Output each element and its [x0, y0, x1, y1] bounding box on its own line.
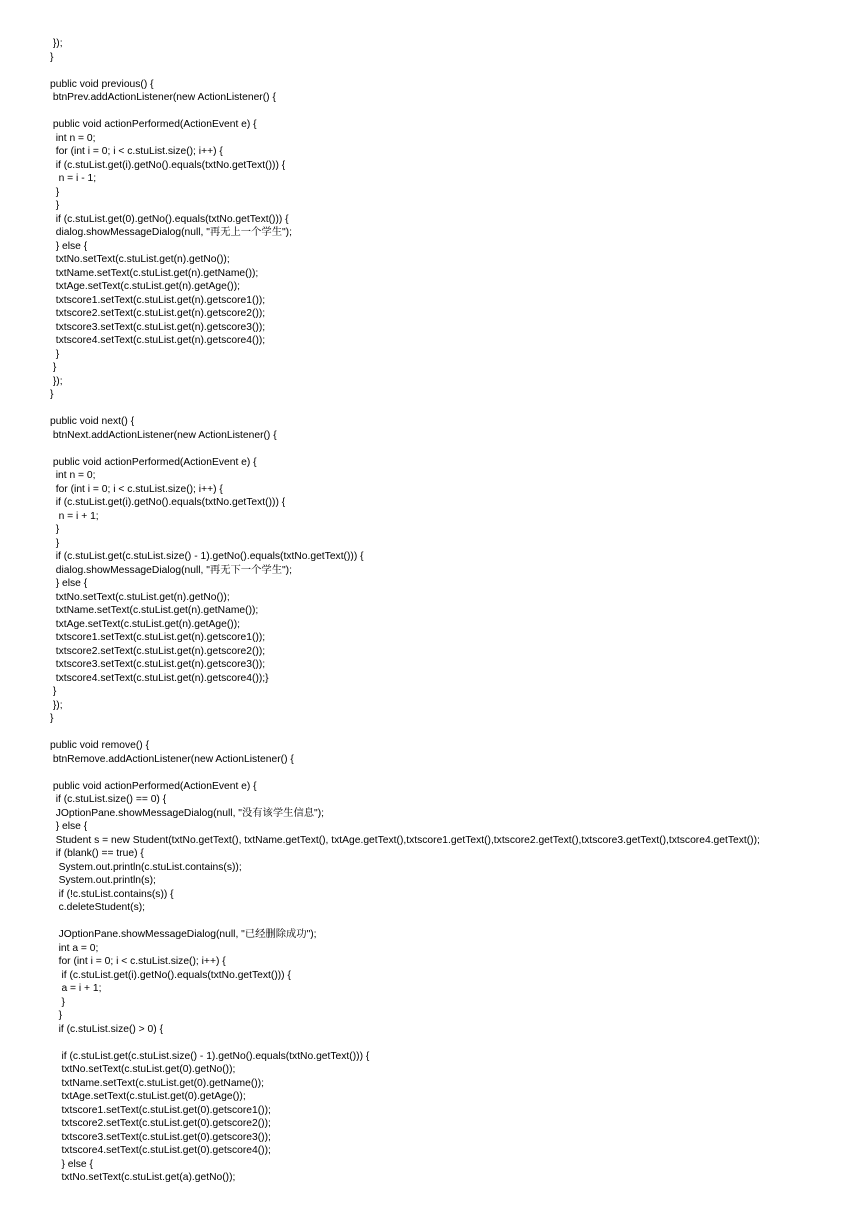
- code-line: JOptionPane.showMessageDialog(null, "没有该学生信息");: [50, 807, 324, 819]
- code-line: });: [50, 38, 63, 49]
- code-line: txtscore3.setText(c.stuList.get(0).getscore3());: [50, 1131, 271, 1143]
- code-line: btnRemove.addActionListener(new ActionListener() {: [50, 753, 294, 765]
- code-line: }: [50, 389, 54, 400]
- code-line: txtNo.setText(c.stuList.get(n).getNo());: [50, 591, 230, 603]
- code-line: txtscore3.setText(c.stuList.get(n).getscore3());: [50, 659, 266, 670]
- code-line: });: [50, 699, 63, 711]
- code-line: [50, 1036, 860, 1050]
- code-document: [50, 37, 860, 1185]
- code-line: if (c.stuList.get(i).getNo().equals(txtNo.getText())) {: [50, 969, 291, 981]
- code-line: [50, 105, 860, 119]
- code-line: }: [50, 348, 60, 360]
- code-line: [50, 64, 860, 78]
- code-line: for (int i = 0; i < c.stuList.size(); i++) {: [50, 956, 226, 967]
- code-line: btnPrev.addActionListener(new ActionListener() {: [50, 92, 276, 103]
- code-line: if (blank() == true) {: [50, 848, 144, 859]
- code-line: if (c.stuList.get(c.stuList.size() - 1).getNo().equals(txtNo.getText())) {: [50, 1050, 370, 1062]
- code-line: public void actionPerformed(ActionEvent e) {: [50, 456, 257, 468]
- code-line: a = i + 1;: [50, 983, 102, 994]
- code-line: } else {: [50, 821, 88, 832]
- code-line: int n = 0;: [50, 470, 96, 481]
- code-line: txtscore4.setText(c.stuList.get(0).getscore4());: [50, 1145, 271, 1156]
- code-line: } else {: [50, 240, 88, 252]
- code-line: public void next() {: [50, 416, 135, 427]
- code-line: for (int i = 0; i < c.stuList.size(); i++) {: [50, 146, 223, 157]
- code-line: });: [50, 375, 63, 387]
- code-line: if (c.stuList.size() == 0) {: [50, 794, 167, 805]
- code-line: txtNo.setText(c.stuList.get(n).getNo());: [50, 254, 230, 265]
- code-line: [50, 766, 860, 780]
- code-line: btnNext.addActionListener(new ActionListener() {: [50, 429, 277, 441]
- code-line: txtAge.setText(c.stuList.get(0).getAge());: [50, 1091, 246, 1102]
- code-line: dialog.showMessageDialog(null, "再无下一个学生");: [50, 564, 292, 576]
- code-line: }: [50, 537, 60, 549]
- code-line: System.out.println(c.stuList.contains(s));: [50, 861, 242, 873]
- code-line: }: [50, 186, 60, 198]
- code-line: txtscore4.setText(c.stuList.get(n).getscore4());}: [50, 672, 269, 684]
- code-line: }: [50, 362, 57, 373]
- code-line: }: [50, 996, 65, 1008]
- code-line: c.deleteStudent(s);: [50, 902, 146, 913]
- code-line: if (c.stuList.get(0).getNo().equals(txtNo.getText())) {: [50, 213, 289, 225]
- code-line: [50, 915, 860, 929]
- code-line: txtAge.setText(c.stuList.get(n).getAge());: [50, 618, 240, 630]
- code-line: }: [50, 713, 54, 724]
- code-line: txtscore3.setText(c.stuList.get(n).getscore3());: [50, 321, 266, 333]
- code-line: JOptionPane.showMessageDialog(null, "已经删除成功");: [50, 929, 317, 940]
- code-line: }: [50, 524, 60, 535]
- code-line: txtName.setText(c.stuList.get(n).getName());: [50, 605, 259, 616]
- code-line: Student s = new Student(txtNo.getText(), txtName.getText(), txtAge.getText(),txtscore1.getText(),txtscore2.getText(),txtscore3.getText(),txtscore4.getText());: [50, 834, 760, 846]
- code-line: } else {: [50, 578, 88, 589]
- code-line: txtscore2.setText(c.stuList.get(n).getscore2());: [50, 308, 266, 319]
- code-line: int n = 0;: [50, 132, 96, 144]
- code-line: dialog.showMessageDialog(null, "再无上一个学生");: [50, 227, 292, 238]
- code-line: if (c.stuList.get(c.stuList.size() - 1).getNo().equals(txtNo.getText())) {: [50, 551, 364, 562]
- code-line: n = i + 1;: [50, 510, 99, 522]
- code-line: txtNo.setText(c.stuList.get(a).getNo());: [50, 1172, 236, 1183]
- code-line: public void actionPerformed(ActionEvent e) {: [50, 119, 257, 130]
- code-line: System.out.println(s);: [50, 875, 156, 886]
- code-line: }: [50, 200, 60, 211]
- code-line: }: [50, 1010, 63, 1021]
- code-line: public void actionPerformed(ActionEvent e) {: [50, 780, 257, 792]
- code-line: txtscore1.setText(c.stuList.get(n).getscore1());: [50, 294, 266, 306]
- code-line: public void previous() {: [50, 78, 154, 90]
- code-line: txtscore2.setText(c.stuList.get(n).getscore2());: [50, 645, 266, 657]
- code-line: txtName.setText(c.stuList.get(n).getName());: [50, 267, 259, 279]
- code-line: txtscore4.setText(c.stuList.get(n).getscore4());: [50, 335, 266, 346]
- code-line: txtscore1.setText(c.stuList.get(n).getscore1());: [50, 632, 266, 643]
- code-line: txtName.setText(c.stuList.get(0).getName());: [50, 1077, 265, 1089]
- code-line: txtAge.setText(c.stuList.get(n).getAge());: [50, 281, 240, 292]
- code-line: [50, 442, 860, 456]
- code-line: if (c.stuList.size() > 0) {: [50, 1023, 164, 1035]
- code-line: public void remove() {: [50, 740, 150, 751]
- code-line: [50, 726, 860, 740]
- code-line: if (!c.stuList.contains(s)) {: [50, 888, 174, 900]
- code-line: } else {: [50, 1158, 93, 1170]
- code-line: }: [50, 686, 57, 697]
- code-line: txtscore2.setText(c.stuList.get(0).getscore2());: [50, 1118, 271, 1129]
- code-line: if (c.stuList.get(i).getNo().equals(txtNo.getText())) {: [50, 497, 286, 508]
- code-line: txtscore1.setText(c.stuList.get(0).getscore1());: [50, 1104, 271, 1116]
- code-line: if (c.stuList.get(i).getNo().equals(txtNo.getText())) {: [50, 159, 286, 171]
- code-line: n = i - 1;: [50, 173, 97, 184]
- code-line: int a = 0;: [50, 942, 99, 954]
- code-line: }: [50, 51, 54, 63]
- code-line: txtNo.setText(c.stuList.get(0).getNo());: [50, 1064, 236, 1075]
- code-line: for (int i = 0; i < c.stuList.size(); i++) {: [50, 483, 223, 495]
- code-line: [50, 402, 860, 416]
